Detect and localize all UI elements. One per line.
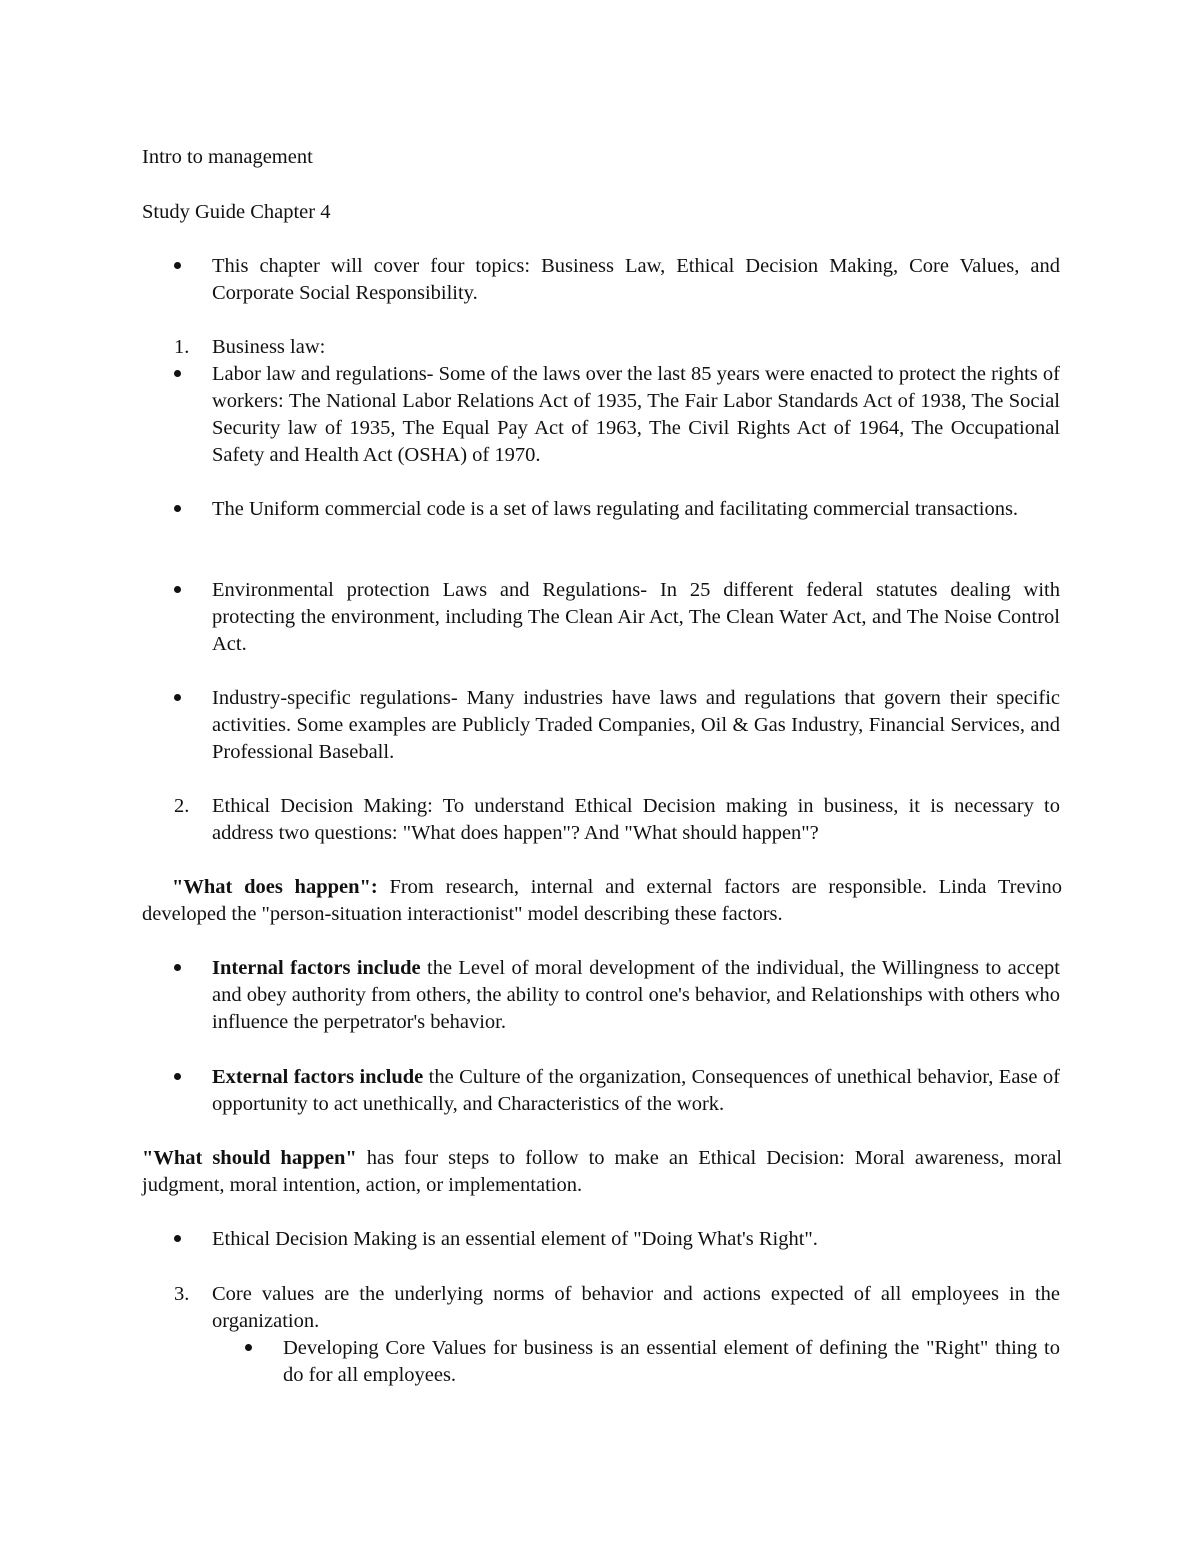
section3-number: 3.: [174, 1283, 190, 1305]
list-item: [150, 577, 1060, 658]
list-item: [150, 1064, 1060, 1118]
list-item: [220, 1335, 1060, 1389]
bullet-icon: [174, 964, 181, 971]
section2-text: Ethical Decision Making: To understand Ethical Decision making in business, it is necessary to address two questions: "What does happen"? And "What should happen"?: [212, 795, 1060, 844]
what-should-happen-paragraph: [142, 1145, 1062, 1199]
external-factors-label: External factors include: [212, 1066, 424, 1088]
internal-factors: [212, 955, 1060, 1036]
ethical-summary-text: Ethical Decision Making is an essential element of "Doing What's Right".: [212, 1228, 818, 1250]
section1-number: 1.: [174, 336, 190, 358]
what-does-happen-text: From research, internal and external factors are responsible. Linda Trevino developed the "person-situation interactionist" model describing these factors.: [142, 876, 1062, 925]
labor-law-text: Labor law and regulations- Some of the laws over the last 85 years were enacted to protect the rights of workers: The National Labor Relations Act of 1935, The Fair Labor Standards Act of 1938, The Social Security law of 1935, The Equal Pay Act of 1963, The Civil Rights Act of 1964, The Occupational Safety and Health Act (OSHA) of 1970.: [212, 363, 1060, 466]
document-subtitle: Study Guide Chapter 4: [142, 201, 331, 223]
document-title: Intro to management: [142, 146, 313, 168]
bullet-icon: [174, 586, 181, 593]
what-does-happen-paragraph: [142, 874, 1062, 928]
internal-factors-text: the Level of moral development of the individual, the Willingness to accept and obey authority from others, the ability to control one's behavior, and Relationships with others who influence the perpetrator's behavior.: [212, 957, 1060, 1033]
internal-factors-label: Internal factors include: [212, 957, 421, 979]
bullet-icon: [174, 1235, 181, 1242]
intro-bullet-text: This chapter will cover four topics: Business Law, Ethical Decision Making, Core Values, and Corporate Social Responsibility.: [212, 255, 1060, 304]
section1-heading-text: Business law:: [212, 336, 326, 358]
external-factors-text: the Culture of the organization, Consequences of unethical behavior, Ease of opportunity to act unethically, and Characteristics of the work.: [212, 1066, 1060, 1115]
intro-bullet: [150, 253, 1060, 307]
what-does-happen-label: "What does happen":: [172, 876, 378, 898]
bullet-icon: [174, 370, 181, 377]
list-item: [150, 685, 1060, 766]
section2-number: 2.: [174, 795, 190, 817]
section2-heading: [150, 793, 1060, 847]
list-item: [150, 361, 1060, 469]
what-should-happen-text: has four steps to follow to make an Ethical Decision: Moral awareness, moral judgment, moral intention, action, or implementation.: [142, 1147, 1062, 1196]
what-should-happen-label: "What should happen": [142, 1147, 357, 1169]
list-item: [150, 1226, 1060, 1253]
section3-text: Core values are the underlying norms of behavior and actions expected of all employees in the organization.: [212, 1283, 1060, 1332]
environmental-text: Environmental protection Laws and Regulations- In 25 different federal statutes dealing with protecting the environment, including The Clean Air Act, The Clean Water Act, and The Noise Control Act.: [212, 579, 1060, 655]
list-item: [150, 496, 1060, 523]
section1-heading: [150, 334, 1060, 361]
list-item: [150, 955, 1060, 1036]
industry-text: Industry-specific regulations- Many industries have laws and regulations that govern their specific activities. Some examples are Publicly Traded Companies, Oil & Gas Industry, Financial Services, and Professional Baseball.: [212, 687, 1060, 763]
bullet-icon: [245, 1344, 252, 1351]
bullet-icon: [174, 694, 181, 701]
ucc-text: The Uniform commercial code is a set of laws regulating and facilitating commercial transactions.: [212, 498, 1019, 520]
external-factors: [212, 1064, 1060, 1118]
core-values-sub-text: Developing Core Values for business is an essential element of defining the "Right" thing to do for all employees.: [283, 1337, 1060, 1386]
bullet-icon: [174, 505, 181, 512]
bullet-icon: [174, 1073, 181, 1080]
bullet-icon: [174, 262, 181, 269]
section3-heading: [150, 1281, 1060, 1335]
